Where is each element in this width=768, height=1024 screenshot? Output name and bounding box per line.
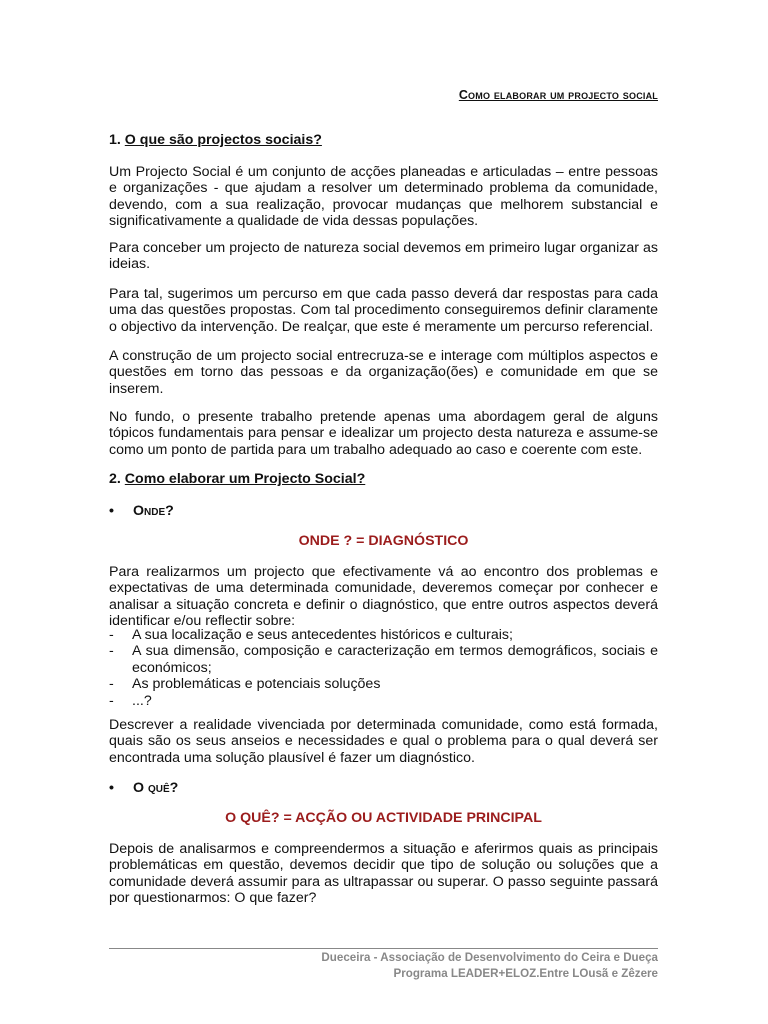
paragraph-diagnostico-intro: Para realizarmos um projecto que efectivamente vá ao encontro dos problemas e expectativas de uma determinada comunidade, deveremos começar por conhecer e analisar a situação concreta e definir o diagnóstico, que entre outros aspectos deverá identificar e/ou reflectir sobre: (109, 564, 658, 630)
paragraph-construcao: A construção de um projecto social entrecruza-se e interage com múltiplos aspectos e questões em torno das pessoas e da organização(ões) e comunidade em que se inserem. (109, 348, 658, 397)
section-1-heading (109, 132, 322, 148)
section-1-title: O que são projectos sociais? (124, 132, 322, 148)
diagnostico-heading: ONDE ? = DIAGNÓSTICO (298, 533, 469, 549)
bullet-oque (109, 780, 178, 796)
paragraph-diagnostico-closing: Descrever a realidade vivenciada por determinada comunidade, como está formada, quais são os seus anseios e necessidades e qual o problema para o qual deverá ser encontrada uma solução plausível é fazer um diagnóstico. (109, 717, 658, 766)
list-item: - A sua dimensão, composição e caracterização em termos demográficos, sociais e económicos; (109, 643, 658, 676)
footer-organization: Dueceira - Associação de Desenvolvimento do Ceira e Dueça (321, 951, 658, 964)
footer-program: Programa LEADER+ELOZ.Entre LOusã e Zêzere (393, 967, 658, 980)
list-item: - ...? (109, 692, 152, 709)
bullet-onde-label: Onde? (133, 503, 174, 519)
section-1-number: 1. (109, 132, 121, 148)
footer-divider (109, 948, 658, 949)
section-2-heading (109, 471, 365, 487)
paragraph-oque: Depois de analisarmos e compreendermos a situação e aferirmos quais as principais problemáticas em questão, devemos decidir que tipo de solução ou soluções que a comunidade deverá assumir para as ultrapassar ou superar. O passo seguinte passará por questionarmos: O que fazer? (109, 841, 658, 907)
diagnostico-list (109, 627, 658, 709)
list-item: - As problemáticas e potenciais soluções (109, 676, 381, 693)
bullet-dot-icon: • (109, 780, 114, 796)
bullet-onde (109, 503, 174, 519)
list-item: - A sua localização e seus antecedentes históricos e culturais; (109, 627, 513, 643)
bullet-dot-icon: • (109, 503, 114, 519)
document-title: Como elaborar um projecto social (458, 88, 658, 102)
paragraph-no-fundo: No fundo, o presente trabalho pretende apenas uma abordagem geral de alguns tópicos fundamentais para pensar e idealizar um projecto desta natureza e assume-se como um ponto de partida para um trabalho adequado ao caso e coerente com este. (109, 409, 658, 458)
paragraph-percurso: Para tal, sugerimos um percurso em que cada passo deverá dar respostas para cada uma das questões propostas. Com tal procedimento conseguiremos definir claramente o objectivo da intervenção. De realçar, que este é meramente um percurso referencial. (109, 286, 658, 335)
section-2-title: Como elaborar um Projecto Social? (124, 471, 366, 487)
paragraph-organize-ideas: Para conceber um projecto de natureza social devemos em primeiro lugar organizar as ideias. (109, 240, 658, 273)
bullet-oque-label: O quê? (133, 780, 179, 796)
accao-heading: O QUÊ? = ACÇÃO OU ACTIVIDADE PRINCIPAL (225, 810, 542, 826)
paragraph-definition: Um Projecto Social é um conjunto de acções planeadas e articuladas – entre pessoas e organizações - que ajudam a resolver um determinado problema da comunidade, devendo, com a sua realização, provocar mudanças que melhorem substancial e significativamente a qualidade de vida dessas populações. (109, 164, 658, 230)
section-2-number: 2. (109, 471, 121, 487)
